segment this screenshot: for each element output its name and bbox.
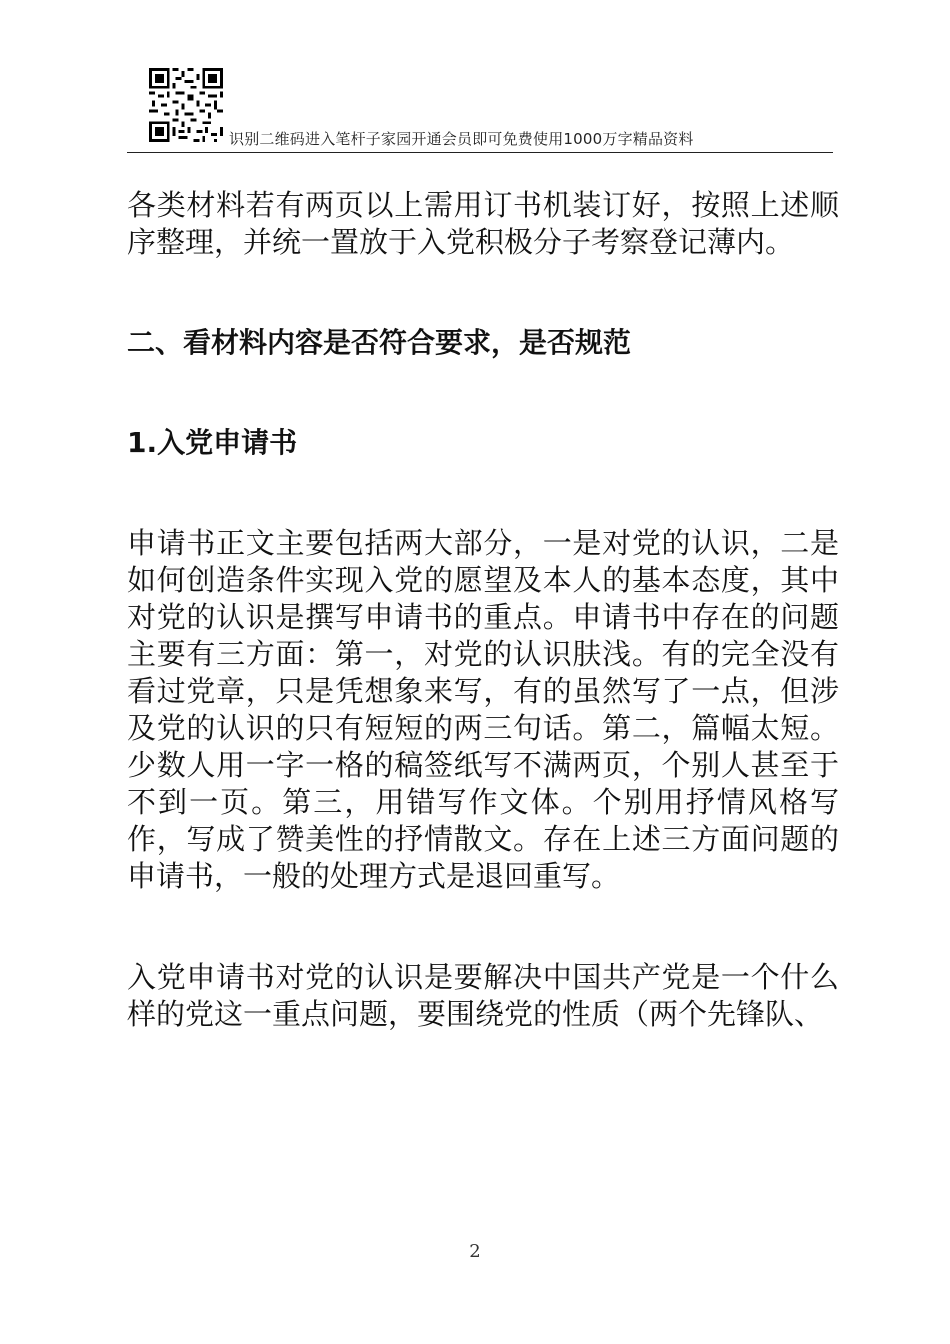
paragraph-materials-order: 各类材料若有两页以上需用订书机装订好，按照上述顺序整理，并统一置放于入党积极分子考察登记薄内。 bbox=[127, 188, 839, 259]
header-promo-text: 识别二维码进入笔杆子家园开通会员即可免费使用1000万字精品资料 bbox=[229, 130, 694, 148]
page-number: 2 bbox=[469, 1241, 481, 1262]
qr-code-icon bbox=[149, 68, 223, 142]
paragraph-party-understanding: 入党申请书对党的认识是要解决中国共产党是一个什么样的党这一重点问题，要围绕党的性质（两个先锋队、 bbox=[127, 960, 839, 1031]
document-body bbox=[127, 170, 839, 1033]
section-heading-2: 二、看材料内容是否符合要求，是否规范 bbox=[127, 326, 632, 359]
subsection-heading-application: 1.入党申请书 bbox=[127, 426, 298, 459]
page-header bbox=[127, 68, 833, 153]
paragraph-application-issues: 申请书正文主要包括两大部分，一是对党的认识，二是如何创造条件实现入党的愿望及本人的基本态度，其中对党的认识是撰写申请书的重点。申请书中存在的问题主要有三方面：第一，对党的认识肤浅。有的完全没有看过党章，只是凭想象来写，有的虽然写了一点，但涉及党的认识的只有短短的两三句话。第二，篇幅太短。少数人用一字一格的稿签纸写不满两页，个别人甚至于不到一页。第三，用错写作文体。个别用抒情风格写作，写成了赞美性的抒情散文。存在上述三方面问题的申请书，一般的处理方式是退回重写。 bbox=[127, 526, 839, 893]
